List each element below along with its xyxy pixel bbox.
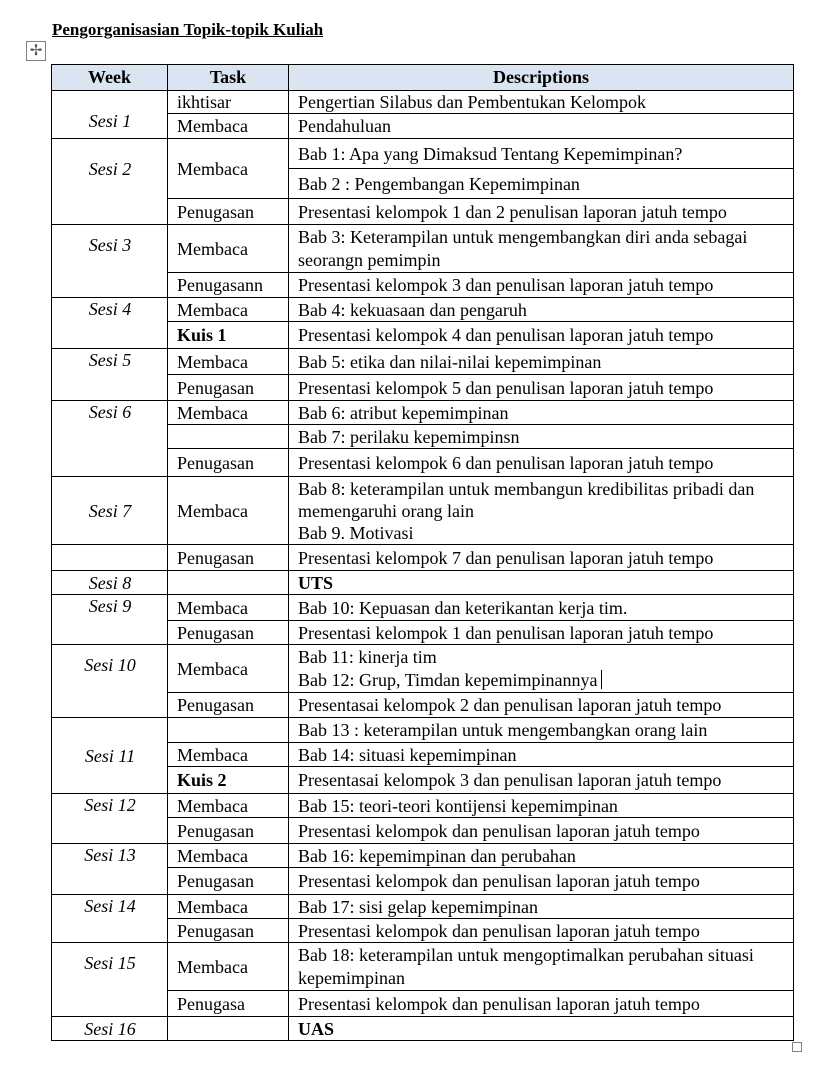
task-cell	[168, 1017, 289, 1041]
description-cell: Presentasi kelompok dan penulisan laporan jatuh tempo	[289, 818, 794, 844]
week-cell: Sesi 16	[52, 1017, 168, 1041]
week-cell: Sesi 6	[52, 401, 168, 477]
table-row	[52, 91, 794, 114]
description-cell: Bab 2 : Pengembangan Kepemimpinan	[289, 169, 794, 199]
task-cell: Penugasan	[168, 868, 289, 895]
text-cursor	[601, 670, 602, 689]
header-descriptions: Descriptions	[289, 65, 794, 91]
description-line: Bab 11: kinerja tim	[298, 647, 437, 667]
description-cell: UTS	[289, 571, 794, 595]
table-row	[52, 477, 794, 545]
task-cell: Membaca	[168, 943, 289, 991]
header-task: Task	[168, 65, 289, 91]
table-row	[52, 794, 794, 818]
table-row	[52, 571, 794, 595]
week-cell: Sesi 5	[52, 349, 168, 401]
task-cell: Kuis 1	[168, 322, 289, 349]
description-cell: Bab 7: perilaku kepemimpinsn	[289, 425, 794, 449]
task-cell: Membaca	[168, 595, 289, 621]
week-cell: Sesi 11	[52, 718, 168, 794]
task-cell: Membaca	[168, 895, 289, 919]
syllabus-table	[51, 64, 794, 1041]
task-cell: Penugasann	[168, 273, 289, 298]
description-cell: Presentasai kelompok 2 dan penulisan laporan jatuh tempo	[289, 693, 794, 718]
week-cell: Sesi 1	[52, 91, 168, 139]
description-line: Bab 12: Grup, Timdan kepemimpinannya	[298, 670, 598, 690]
task-cell	[168, 571, 289, 595]
description-cell: Presentasi kelompok 6 dan penulisan laporan jatuh tempo	[289, 449, 794, 477]
task-cell: Kuis 2	[168, 767, 289, 794]
task-cell: Membaca	[168, 114, 289, 139]
table-row	[52, 844, 794, 868]
week-cell: Sesi 3	[52, 225, 168, 298]
description-cell: UAS	[289, 1017, 794, 1041]
header-week: Week	[52, 65, 168, 91]
table-row	[52, 645, 794, 693]
week-cell-empty	[52, 545, 168, 571]
task-cell: ikhtisar	[168, 91, 289, 114]
description-cell	[289, 645, 794, 693]
description-cell: Bab 14: situasi kepemimpinan	[289, 743, 794, 767]
table-row	[52, 545, 794, 571]
week-cell: Sesi 7	[52, 477, 168, 545]
description-cell: Presentasai kelompok 3 dan penulisan laporan jatuh tempo	[289, 767, 794, 794]
week-cell: Sesi 4	[52, 298, 168, 349]
task-cell: Penugasan	[168, 919, 289, 943]
week-cell: Sesi 14	[52, 895, 168, 943]
task-cell: Membaca	[168, 139, 289, 199]
description-line: Bab 9. Motivasi	[298, 523, 414, 543]
week-cell: Sesi 12	[52, 794, 168, 844]
task-cell: Membaca	[168, 477, 289, 545]
task-cell: Penugasan	[168, 449, 289, 477]
table-row	[52, 401, 794, 425]
description-cell: Presentasi kelompok 1 dan penulisan laporan jatuh tempo	[289, 621, 794, 645]
week-cell: Sesi 9	[52, 595, 168, 645]
table-row	[52, 225, 794, 273]
description-line: Bab 8: keterampilan untuk membangun kredibilitas pribadi dan memengaruhi orang lain	[298, 479, 755, 521]
document-title: Pengorganisasian Topik-topik Kuliah	[52, 20, 324, 39]
table-row	[52, 595, 794, 621]
table-move-handle-icon[interactable]: ✢	[26, 41, 46, 61]
description-cell: Bab 10: Kepuasan dan keterikantan kerja tim.	[289, 595, 794, 621]
table-resize-handle[interactable]	[792, 1042, 802, 1052]
description-cell: Presentasi kelompok 1 dan 2 penulisan laporan jatuh tempo	[289, 199, 794, 225]
week-cell: Sesi 13	[52, 844, 168, 895]
header-row	[52, 65, 794, 91]
task-cell: Membaca	[168, 645, 289, 693]
description-cell: Bab 13 : keterampilan untuk mengembangkan orang lain	[289, 718, 794, 743]
table-row	[52, 943, 794, 991]
week-cell: Sesi 15	[52, 943, 168, 1017]
task-cell	[168, 718, 289, 743]
description-cell: Presentasi kelompok 4 dan penulisan laporan jatuh tempo	[289, 322, 794, 349]
task-cell: Membaca	[168, 225, 289, 273]
task-cell: Membaca	[168, 401, 289, 425]
description-cell: Bab 6: atribut kepemimpinan	[289, 401, 794, 425]
task-cell: Membaca	[168, 349, 289, 375]
description-cell: Bab 17: sisi gelap kepemimpinan	[289, 895, 794, 919]
task-cell: Membaca	[168, 844, 289, 868]
table-row	[52, 298, 794, 322]
week-cell: Sesi 2	[52, 139, 168, 199]
description-cell: Pendahuluan	[289, 114, 794, 139]
description-cell: Bab 4: kekuasaan dan pengaruh	[289, 298, 794, 322]
description-cell: Bab 15: teori-teori kontijensi kepemimpinan	[289, 794, 794, 818]
description-cell: Presentasi kelompok dan penulisan laporan jatuh tempo	[289, 991, 794, 1017]
task-cell	[168, 425, 289, 449]
task-cell: Penugasan	[168, 545, 289, 571]
description-cell: Bab 18: keterampilan untuk mengoptimalkan perubahan situasi kepemimpinan	[289, 943, 794, 991]
description-cell: Bab 5: etika dan nilai-nilai kepemimpinan	[289, 349, 794, 375]
week-cell-empty	[52, 199, 168, 225]
task-cell: Penugasan	[168, 693, 289, 718]
description-cell: Presentasi kelompok dan penulisan laporan jatuh tempo	[289, 868, 794, 895]
task-cell: Penugasa	[168, 991, 289, 1017]
description-cell	[289, 477, 794, 545]
week-cell: Sesi 10	[52, 645, 168, 718]
description-cell: Pengertian Silabus dan Pembentukan Kelompok	[289, 91, 794, 114]
description-cell: Bab 16: kepemimpinan dan perubahan	[289, 844, 794, 868]
task-cell: Membaca	[168, 298, 289, 322]
description-cell: Presentasi kelompok dan penulisan laporan jatuh tempo	[289, 919, 794, 943]
table-row	[52, 718, 794, 743]
description-cell: Presentasi kelompok 3 dan penulisan laporan jatuh tempo	[289, 273, 794, 298]
description-cell: Presentasi kelompok 7 dan penulisan laporan jatuh tempo	[289, 545, 794, 571]
table-row	[52, 1017, 794, 1041]
week-cell: Sesi 8	[52, 571, 168, 595]
table-row	[52, 895, 794, 919]
table-row	[52, 349, 794, 375]
task-cell: Membaca	[168, 743, 289, 767]
table-row	[52, 139, 794, 169]
description-line-wrap	[298, 669, 785, 692]
task-cell: Membaca	[168, 794, 289, 818]
task-cell: Penugasan	[168, 375, 289, 401]
description-cell: Presentasi kelompok 5 dan penulisan laporan jatuh tempo	[289, 375, 794, 401]
task-cell: Penugasan	[168, 818, 289, 844]
description-cell: Bab 1: Apa yang Dimaksud Tentang Kepemimpinan?	[289, 139, 794, 169]
table-row	[52, 199, 794, 225]
task-cell: Penugasan	[168, 199, 289, 225]
task-cell: Penugasan	[168, 621, 289, 645]
description-cell: Bab 3: Keterampilan untuk mengembangkan diri anda sebagai seorangn pemimpin	[289, 225, 794, 273]
